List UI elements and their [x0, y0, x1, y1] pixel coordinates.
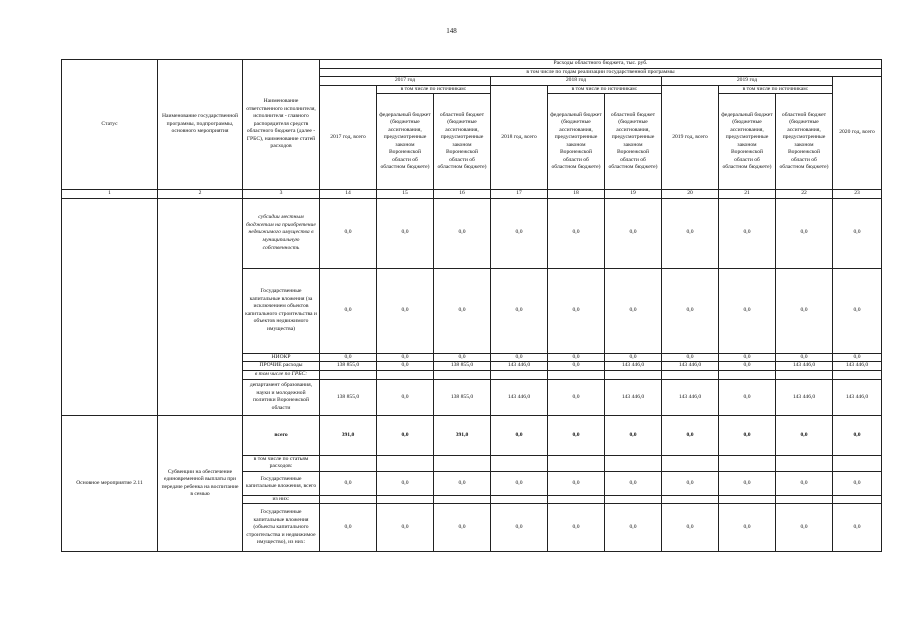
- value-cell: 0,0: [548, 353, 605, 362]
- col-number: 16: [434, 190, 491, 199]
- value-cell: 0,0: [548, 415, 605, 455]
- event-status: Основное мероприятие 2.11: [62, 415, 158, 552]
- value-cell: 0,0: [605, 268, 662, 353]
- value-cell: 143 446,0: [833, 379, 882, 415]
- value-cell: 0,0: [434, 471, 491, 495]
- value-cell: 0,0: [548, 504, 605, 552]
- header-regional-2019: областной бюджет (бюджетные ассигнования, предусмотренные законом Воронежской области об областном бюджете): [776, 94, 833, 190]
- value-cell: 0,0: [491, 415, 548, 455]
- header-expenses: Расходы областного бюджета, тыс. руб.: [320, 60, 882, 69]
- header-total-2018: 2018 год, всего: [491, 85, 548, 190]
- value-cell: 0,0: [776, 268, 833, 353]
- col-number: 14: [320, 190, 377, 199]
- header-total-2017: 2017 год, всего: [320, 85, 377, 190]
- header-federal-2017: федеральный бюджет (бюджетные ассигнования, предусмотренные законом Воронежской области об областном бюджете): [377, 94, 434, 190]
- value-cell: 0,0: [776, 415, 833, 455]
- header-year-2019: 2019 год: [662, 77, 833, 86]
- value-cell: 0,0: [377, 198, 434, 268]
- table-row: [62, 198, 882, 268]
- col-number: 18: [548, 190, 605, 199]
- value-cell: 138 855,0: [434, 379, 491, 415]
- value-cell: 0,0: [605, 353, 662, 362]
- value-cell: 0,0: [548, 198, 605, 268]
- value-cell: 0,0: [833, 353, 882, 362]
- page-number: 148: [446, 27, 457, 35]
- value-cell: 0,0: [491, 471, 548, 495]
- value-cell: 138 855,0: [320, 362, 377, 371]
- value-cell: 0,0: [719, 471, 776, 495]
- value-cell: 0,0: [320, 504, 377, 552]
- value-cell: 0,0: [320, 471, 377, 495]
- value-cell: 0,0: [377, 362, 434, 371]
- value-cell: 0,0: [662, 353, 719, 362]
- value-cell: 0,0: [719, 415, 776, 455]
- header-year-2018: 2018 год: [491, 77, 662, 86]
- header-federal-2018: федеральный бюджет (бюджетные ассигнования, предусмотренные законом Воронежской области об областном бюджете): [548, 94, 605, 190]
- value-cell: 143 446,0: [662, 362, 719, 371]
- row-label: ПРОЧИЕ расходы: [243, 362, 320, 371]
- col-number: 19: [605, 190, 662, 199]
- value-cell: 0,0: [320, 198, 377, 268]
- value-cell: 143 446,0: [776, 379, 833, 415]
- col-number: 23: [833, 190, 882, 199]
- value-cell: 0,0: [605, 471, 662, 495]
- value-cell: 0,0: [548, 362, 605, 371]
- value-cell: 0,0: [833, 415, 882, 455]
- value-cell: 0,0: [491, 198, 548, 268]
- header-year-2017: 2017 год: [320, 77, 491, 86]
- value-cell: 0,0: [377, 504, 434, 552]
- row-label: из них:: [243, 495, 320, 504]
- value-cell: 143 446,0: [605, 379, 662, 415]
- value-cell: 0,0: [662, 504, 719, 552]
- row-label: всего: [243, 415, 320, 455]
- value-cell: 138 855,0: [320, 379, 377, 415]
- value-cell: 143 446,0: [776, 362, 833, 371]
- header-total-2019: 2019 год, всего: [662, 85, 719, 190]
- value-cell: 0,0: [719, 198, 776, 268]
- value-cell: 0,0: [776, 471, 833, 495]
- header-by-years: в том числе по годам реализации государственной программы: [320, 68, 882, 77]
- row-label: субсидии местным бюджетам на приобретение недвижимого имущества в муниципальную собственность: [243, 198, 320, 268]
- row-label: в том числе по ГРБС:: [243, 370, 320, 379]
- value-cell: 0,0: [719, 362, 776, 371]
- col-number: 22: [776, 190, 833, 199]
- header-federal-2019: федеральный бюджет (бюджетные ассигнования, предусмотренные законом Воронежской области об областном бюджете): [719, 94, 776, 190]
- value-cell: 0,0: [662, 268, 719, 353]
- value-cell: 0,0: [605, 198, 662, 268]
- table-row: [62, 415, 882, 455]
- col-number: 2: [158, 190, 243, 199]
- value-cell: 0,0: [377, 471, 434, 495]
- value-cell: 143 446,0: [491, 379, 548, 415]
- value-cell: 0,0: [377, 379, 434, 415]
- value-cell: 143 446,0: [491, 362, 548, 371]
- row-label: в том числе по статьям расходов:: [243, 455, 320, 471]
- value-cell: 0,0: [719, 353, 776, 362]
- value-cell: 0,0: [776, 504, 833, 552]
- value-cell: 0,0: [605, 504, 662, 552]
- column-numbers-row: [62, 190, 882, 199]
- row-label: НИОКР: [243, 353, 320, 362]
- header-sources-2019: в том числе по источникам:: [719, 85, 833, 94]
- value-cell: 0,0: [662, 415, 719, 455]
- col-number: 15: [377, 190, 434, 199]
- event-name: Субвенции на обеспечение единовременной выплаты при передаче ребенка на воспитание в семью: [158, 415, 243, 552]
- row-label: Государственные капитальные вложения (за исключением объектов капитального строительства и объектов недвижимого имущества): [243, 268, 320, 353]
- value-cell: 0,0: [320, 353, 377, 362]
- value-cell: 0,0: [548, 379, 605, 415]
- value-cell: 0,0: [548, 268, 605, 353]
- value-cell: 0,0: [434, 504, 491, 552]
- col-number: 21: [719, 190, 776, 199]
- value-cell: 391,0: [320, 415, 377, 455]
- value-cell: 0,0: [377, 353, 434, 362]
- col-number: 17: [491, 190, 548, 199]
- row-label: департамент образования, науки и молодежной политики Воронежской области: [243, 379, 320, 415]
- value-cell: 0,0: [719, 504, 776, 552]
- value-cell: 0,0: [491, 353, 548, 362]
- col-number: 3: [243, 190, 320, 199]
- col-number: 1: [62, 190, 158, 199]
- value-cell: 0,0: [662, 198, 719, 268]
- value-cell: 0,0: [776, 198, 833, 268]
- value-cell: 391,0: [434, 415, 491, 455]
- value-cell: 0,0: [833, 504, 882, 552]
- header-regional-2017: областной бюджет (бюджетные ассигнования, предусмотренные законом Воронежской области об областном бюджете): [434, 94, 491, 190]
- value-cell: 0,0: [662, 471, 719, 495]
- row-label: Государственные капитальные вложения, всего: [243, 471, 320, 495]
- value-cell: 0,0: [719, 379, 776, 415]
- header-status: Статус: [62, 60, 158, 190]
- budget-table: [61, 59, 882, 552]
- value-cell: 0,0: [491, 268, 548, 353]
- value-cell: 0,0: [434, 353, 491, 362]
- value-cell: 0,0: [377, 415, 434, 455]
- value-cell: 143 446,0: [833, 362, 882, 371]
- value-cell: 0,0: [833, 471, 882, 495]
- header-total-2020: 2020 год, всего: [833, 77, 882, 190]
- header-sources-2018: в том числе по источникам:: [548, 85, 662, 94]
- value-cell: 0,0: [548, 471, 605, 495]
- value-cell: 0,0: [434, 198, 491, 268]
- value-cell: 0,0: [719, 268, 776, 353]
- value-cell: 0,0: [833, 198, 882, 268]
- value-cell: 0,0: [491, 504, 548, 552]
- value-cell: 0,0: [434, 268, 491, 353]
- value-cell: 0,0: [320, 268, 377, 353]
- header-regional-2018: областной бюджет (бюджетные ассигнования, предусмотренные законом Воронежской области об областном бюджете): [605, 94, 662, 190]
- value-cell: 0,0: [833, 268, 882, 353]
- value-cell: 0,0: [377, 268, 434, 353]
- value-cell: 143 446,0: [605, 362, 662, 371]
- value-cell: 138 855,0: [434, 362, 491, 371]
- row-label: Государственные капитальные вложения (объекты капитального строительства и недвижимое имущество), из них:: [243, 504, 320, 552]
- header-executor: Наименование ответственного исполнителя, исполнителя - главного распорядителя средств областного бюджета (далее - ГРБС), наименование статей расходов: [243, 60, 320, 190]
- value-cell: 0,0: [605, 415, 662, 455]
- value-cell: 0,0: [776, 353, 833, 362]
- header-sources-2017: в том числе по источникам:: [377, 85, 491, 94]
- col-number: 20: [662, 190, 719, 199]
- value-cell: 143 446,0: [662, 379, 719, 415]
- header-program-name: Наименование государственной программы, подпрограммы, основного мероприятия: [158, 60, 243, 190]
